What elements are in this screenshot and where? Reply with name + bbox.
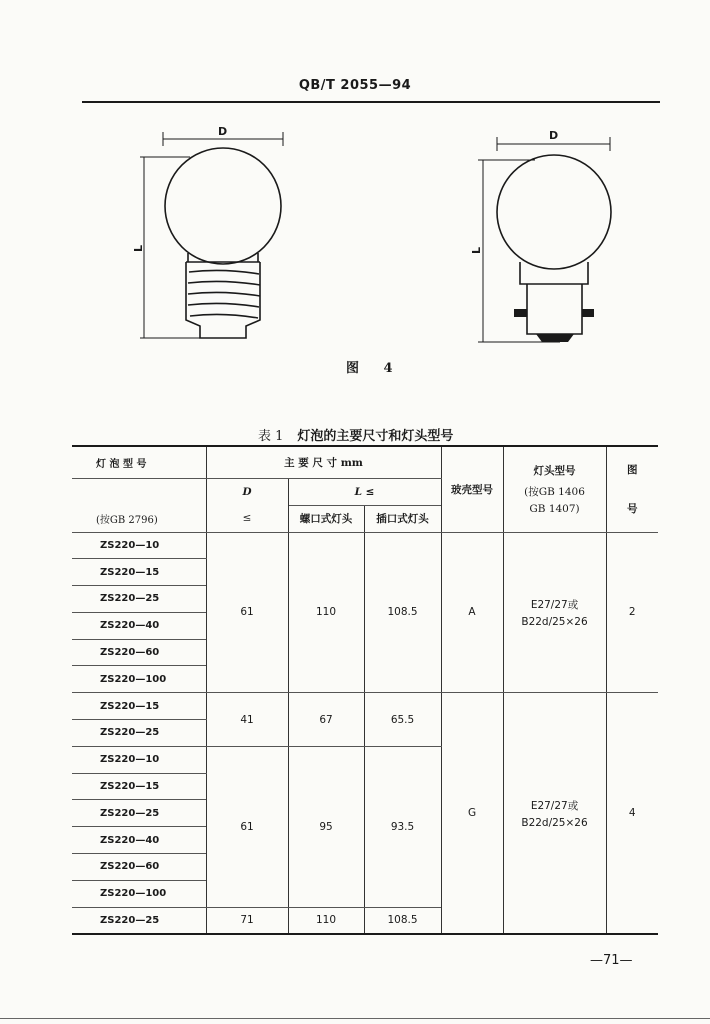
header-model-sub: (按GB 2796) xyxy=(72,505,206,532)
model-cell: ZS220—15 xyxy=(72,773,206,800)
header-cap xyxy=(503,446,606,532)
dim-d-right: D xyxy=(549,129,559,142)
model-cell: ZS220—25 xyxy=(72,800,206,827)
model-cell: ZS220—25 xyxy=(72,907,206,934)
header-main-dims: 主 要 尺 寸 mm xyxy=(206,446,441,478)
bayonet-pin-left xyxy=(514,309,527,317)
page-number: —71— xyxy=(590,953,633,968)
cell-d: 61 xyxy=(206,532,288,693)
standard-code: QB/T 2055—94 xyxy=(298,78,412,93)
cell-shell: G xyxy=(441,693,503,934)
cap-line-1: E27/27或 xyxy=(530,799,579,812)
bayonet-pin-right xyxy=(582,309,594,317)
model-cell: ZS220—10 xyxy=(72,746,206,773)
table-title-text: 灯泡的主要尺寸和灯头型号 xyxy=(297,429,454,444)
figure-caption: 图 4 xyxy=(346,361,403,376)
header-cap-sub2: GB 1407) xyxy=(529,503,580,516)
header-shell: 玻壳型号 xyxy=(441,446,503,532)
cap-line-1: E27/27或 xyxy=(530,598,579,611)
header-d: D xyxy=(206,478,288,505)
model-cell: ZS220—100 xyxy=(72,666,206,693)
model-cell: ZS220—60 xyxy=(72,854,206,881)
header-screw: 螺口式灯头 xyxy=(288,505,364,532)
cell-d: 71 xyxy=(206,907,288,934)
cell-l-screw: 110 xyxy=(288,907,364,934)
cell-fig: 4 xyxy=(606,693,658,934)
cell-l-bayonet: 93.5 xyxy=(364,746,441,907)
cap-line-2: B22d/25×26 xyxy=(521,615,588,628)
cell-shell: A xyxy=(441,532,503,693)
screw-bulb-drawing xyxy=(140,132,283,338)
table-number: 表 1 xyxy=(258,429,284,444)
table-title xyxy=(258,425,453,444)
cell-l-bayonet: 108.5 xyxy=(364,532,441,693)
cell-cap xyxy=(503,693,606,934)
header-fig xyxy=(606,446,658,532)
header-fig-2: 号 xyxy=(627,503,638,516)
dim-l-left: L xyxy=(132,244,145,252)
header-model-spacer xyxy=(72,478,206,505)
cell-d: 41 xyxy=(206,693,288,747)
model-cell: ZS220—100 xyxy=(72,880,206,907)
cap-line-2: B22d/25×26 xyxy=(521,816,588,829)
model-cell: ZS220—10 xyxy=(72,532,206,559)
bulb-figure xyxy=(0,0,710,360)
model-cell: ZS220—60 xyxy=(72,639,206,666)
header-fig-1: 图 xyxy=(627,464,638,477)
model-cell: ZS220—25 xyxy=(72,720,206,747)
header-row-1 xyxy=(72,446,658,478)
cell-d: 61 xyxy=(206,746,288,907)
header-cap-title: 灯头型号 xyxy=(533,465,576,478)
table-row xyxy=(72,532,658,559)
model-cell: ZS220—15 xyxy=(72,559,206,586)
dim-l-right: L xyxy=(470,246,483,254)
header-bayonet: 插口式灯头 xyxy=(364,505,441,532)
table-row xyxy=(72,693,658,720)
model-cell: ZS220—40 xyxy=(72,612,206,639)
cell-l-screw: 67 xyxy=(288,693,364,747)
cell-cap xyxy=(503,532,606,693)
cell-l-bayonet: 65.5 xyxy=(364,693,441,747)
cell-l-screw: 110 xyxy=(288,532,364,693)
model-cell: ZS220—40 xyxy=(72,827,206,854)
cell-fig: 2 xyxy=(606,532,658,693)
model-cell: ZS220—25 xyxy=(72,586,206,613)
spec-table xyxy=(72,445,658,935)
header-model: 灯 泡 型 号 xyxy=(72,446,206,478)
cell-l-screw: 95 xyxy=(288,746,364,907)
header-l: L ≤ xyxy=(288,478,441,505)
bottom-page-rule xyxy=(0,1018,710,1019)
bayonet-contact xyxy=(536,334,574,342)
cell-l-bayonet: 108.5 xyxy=(364,907,441,934)
model-cell: ZS220—15 xyxy=(72,693,206,720)
dim-d-left: D xyxy=(218,125,228,138)
header-cap-sub1: (按GB 1406 xyxy=(524,486,585,499)
header-d-cond: ≤ xyxy=(206,505,288,532)
